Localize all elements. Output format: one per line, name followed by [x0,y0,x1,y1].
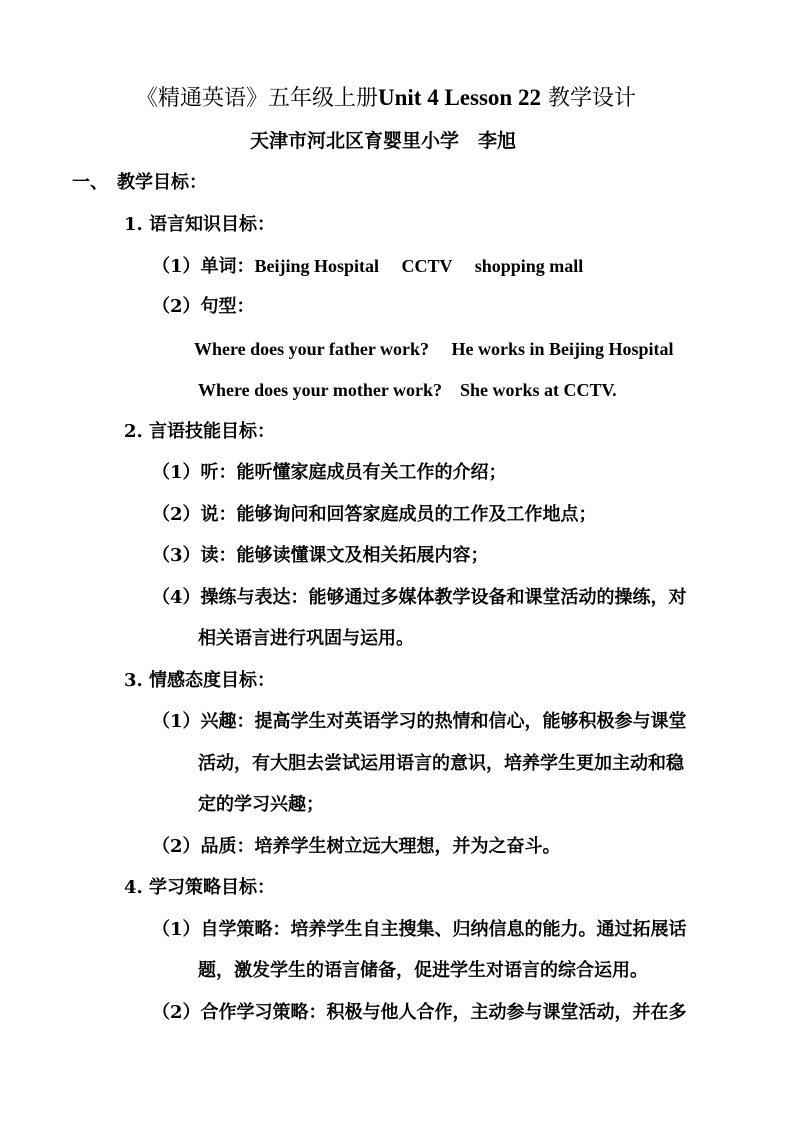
strategy-self-study-line2: 题，激发学生的语言储备，促进学生对语言的综合运用。 [198,960,648,981]
strategy-cooperative-line1: （2）合作学习策略：积极与他人合作，主动参与课堂活动，并在多 [152,1002,687,1023]
strategy-self-study-line1: （1）自学策略：培养学生自主搜集、归纳信息的能力。通过拓展话 [152,919,687,940]
goal-language-knowledge: 1. 语言知识目标： [124,214,276,235]
skill-listening: （1）听：能听懂家庭成员有关工作的介绍； [152,462,507,483]
sentence-pattern-1: Where does your father work? He works in Beijing Hospital [194,339,674,359]
author-line: 天津市河北区育婴里小学 李旭 [250,130,517,152]
sentence-pattern-2: Where does your mother work? She works at CCTV. [198,380,617,400]
attitude-interest-line3: 定的学习兴趣； [198,794,324,815]
skill-practice-line2: 相关语言进行巩固与运用。 [198,628,414,649]
skill-practice-line1: （4）操练与表达：能够通过多媒体教学设备和课堂活动的操练，对 [152,587,687,608]
page-title [136,86,636,111]
attitude-quality: （2）品质：培养学生树立远大理想，并为之奋斗。 [152,836,561,857]
section-heading-goals: 一、 教学目标： [72,172,207,193]
title-suffix: 教学设计 [540,86,636,111]
title-unit-lesson: Unit 4 Lesson 22 [378,85,541,110]
attitude-interest-line1: （1）兴趣：提高学生对英语学习的热情和信心，能够积极参与课堂 [152,711,687,732]
vocab-words: Beijing Hospital CCTV shopping mall [254,256,584,276]
goal-attitude: 3. 情感态度目标： [124,670,276,691]
vocab-label: （1）单词： [152,256,255,277]
title-prefix: 《精通英语》五年级上册 [136,86,379,111]
skill-speaking: （2）说：能够询问和回答家庭成员的工作及工作地点； [152,504,597,525]
goal-learning-strategy: 4. 学习策略目标： [124,877,276,898]
goal-speech-skills: 2. 言语技能目标： [124,421,276,442]
attitude-interest-line2: 活动，有大胆去尝试运用语言的意识，培养学生更加主动和稳 [198,753,684,774]
skill-reading: （3）读：能够读懂课文及相关拓展内容； [152,545,489,566]
sentence-pattern-item: （2）句型： [152,296,255,317]
vocab-item [152,254,583,279]
